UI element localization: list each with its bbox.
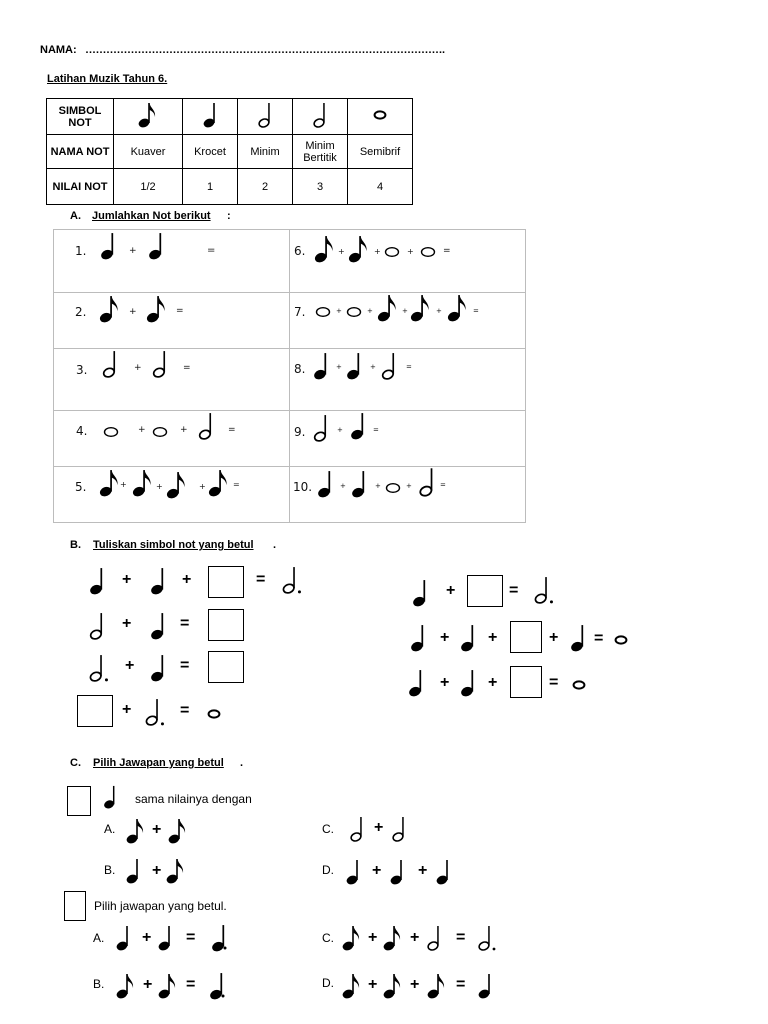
answer-box[interactable] bbox=[467, 575, 503, 607]
equals-sign: = bbox=[183, 363, 191, 373]
answer-box[interactable] bbox=[510, 666, 542, 698]
quaver-icon bbox=[138, 102, 158, 128]
plus-sign: + bbox=[129, 246, 137, 256]
dotted-crotchet-icon bbox=[210, 924, 228, 952]
plus-sign: + bbox=[407, 247, 414, 256]
table-cell: Minim Bertitik bbox=[293, 135, 348, 169]
quaver-icon bbox=[132, 469, 154, 497]
plus-sign: + bbox=[549, 629, 559, 646]
quaver-icon bbox=[427, 972, 447, 1000]
quaver-icon bbox=[158, 972, 178, 1000]
semibreve-icon bbox=[384, 246, 400, 258]
answer-box[interactable] bbox=[208, 566, 244, 598]
equals-sign: = bbox=[256, 571, 266, 588]
plus-sign: + bbox=[199, 482, 206, 491]
crotchet-icon bbox=[89, 567, 105, 595]
plus-sign: + bbox=[440, 629, 450, 646]
equals-sign: = bbox=[594, 630, 604, 647]
equals-sign: = bbox=[233, 480, 240, 489]
section-b-title: Tuliskan simbol not yang betul bbox=[93, 539, 254, 551]
equals-sign: = bbox=[180, 702, 190, 719]
dotted-minim-icon bbox=[282, 566, 304, 594]
table-cell: 3 bbox=[293, 169, 348, 205]
semibreve-icon bbox=[152, 426, 168, 438]
plus-sign: + bbox=[488, 674, 498, 691]
plus-sign: + bbox=[143, 976, 153, 993]
plus-sign: + bbox=[375, 482, 381, 490]
plus-sign: + bbox=[338, 247, 345, 256]
crotchet-icon bbox=[351, 470, 367, 498]
minim-icon bbox=[102, 350, 118, 378]
plus-sign: + bbox=[180, 425, 188, 435]
plus-sign: + bbox=[372, 862, 382, 879]
plus-sign: + bbox=[152, 862, 162, 879]
crotchet-icon bbox=[126, 858, 140, 884]
answer-box[interactable] bbox=[64, 891, 86, 921]
equals-sign: = bbox=[440, 481, 446, 489]
minim-icon bbox=[198, 412, 214, 440]
quaver-icon bbox=[208, 469, 230, 497]
item-number: 9. bbox=[294, 425, 306, 439]
crotchet-icon bbox=[390, 858, 404, 886]
quaver-icon bbox=[168, 818, 188, 844]
crotchet-icon bbox=[150, 654, 166, 682]
equals-sign: = bbox=[509, 582, 519, 599]
crotchet-icon bbox=[408, 669, 424, 697]
table-cell: 1 bbox=[183, 169, 238, 205]
dotted-crotchet-icon bbox=[208, 972, 226, 1000]
item-number: 8. bbox=[294, 362, 306, 376]
crotchet-icon bbox=[150, 567, 166, 595]
semibreve-icon bbox=[614, 635, 628, 645]
dotted-minim-icon bbox=[145, 698, 167, 726]
equals-sign: = bbox=[406, 363, 412, 371]
answer-box[interactable] bbox=[510, 621, 542, 653]
quaver-icon bbox=[99, 469, 121, 497]
plus-sign: + bbox=[152, 821, 162, 838]
quaver-icon bbox=[342, 972, 362, 1000]
crotchet-icon bbox=[203, 102, 217, 128]
plus-sign: + bbox=[374, 247, 381, 256]
plus-sign: + bbox=[488, 629, 498, 646]
crotchet-icon bbox=[158, 924, 172, 952]
minim-icon bbox=[350, 816, 364, 842]
table-cell: Semibrif bbox=[348, 135, 413, 169]
dotted-minim-icon bbox=[89, 654, 111, 682]
item-number: 3. bbox=[76, 363, 88, 377]
plus-sign: + bbox=[368, 929, 378, 946]
name-blank[interactable]: …………………………………………………………………………………………. bbox=[85, 44, 445, 56]
minim-icon bbox=[313, 414, 329, 442]
plus-sign: + bbox=[436, 307, 442, 315]
equals-sign: = bbox=[228, 425, 236, 435]
sum-exercise-grid bbox=[53, 229, 526, 523]
plus-sign: + bbox=[340, 482, 346, 490]
quaver-icon bbox=[166, 858, 186, 884]
semibreve-icon bbox=[572, 680, 586, 690]
equals-sign: = bbox=[549, 674, 559, 691]
plus-sign: + bbox=[446, 582, 456, 599]
crotchet-icon bbox=[346, 858, 360, 886]
plus-sign: + bbox=[367, 307, 373, 315]
equals-sign: = bbox=[180, 615, 190, 632]
item-number: 10. bbox=[293, 480, 313, 494]
crotchet-icon bbox=[317, 470, 333, 498]
quaver-icon bbox=[99, 295, 121, 323]
answer-box[interactable] bbox=[67, 786, 91, 816]
semibreve-icon bbox=[315, 306, 331, 318]
plus-sign: + bbox=[406, 482, 412, 490]
equals-sign: = bbox=[473, 307, 479, 315]
equals-sign: = bbox=[456, 976, 466, 993]
symbol-dotted-minim bbox=[293, 99, 348, 135]
crotchet-icon bbox=[350, 412, 366, 440]
semibreve-icon bbox=[103, 426, 119, 438]
answer-box[interactable] bbox=[208, 609, 244, 641]
quaver-icon bbox=[116, 972, 136, 1000]
equals-sign: = bbox=[186, 929, 196, 946]
symbol-crotchet bbox=[183, 99, 238, 135]
option-d-label[interactable]: D. bbox=[322, 863, 334, 877]
plus-sign: + bbox=[120, 480, 127, 489]
quaver-icon bbox=[126, 818, 146, 844]
plus-sign: + bbox=[122, 571, 132, 588]
semibreve-icon bbox=[373, 110, 387, 120]
equals-sign: = bbox=[456, 929, 466, 946]
option-b-label[interactable]: B. bbox=[104, 863, 116, 877]
item-number: 2. bbox=[75, 305, 87, 319]
quaver-icon bbox=[348, 235, 370, 263]
equals-sign: = bbox=[186, 976, 196, 993]
quaver-icon bbox=[166, 471, 188, 499]
crotchet-icon bbox=[460, 624, 476, 652]
plus-sign: + bbox=[156, 482, 163, 491]
question-text: sama nilainya dengan bbox=[135, 792, 252, 806]
symbol-semibreve bbox=[348, 99, 413, 135]
equals-sign: = bbox=[443, 246, 451, 256]
plus-sign: + bbox=[125, 657, 135, 674]
section-c-letter: C. bbox=[70, 757, 81, 769]
plus-sign: + bbox=[336, 363, 342, 371]
page-title: Latihan Muzik Tahun 6. bbox=[47, 73, 168, 85]
semibreve-icon bbox=[207, 709, 221, 719]
quaver-icon bbox=[146, 295, 168, 323]
crotchet-icon bbox=[103, 785, 117, 809]
crotchet-icon bbox=[436, 858, 450, 886]
minim-icon bbox=[313, 102, 327, 128]
plus-sign: + bbox=[418, 862, 428, 879]
crotchet-icon bbox=[346, 352, 362, 380]
table-cell: Kuaver bbox=[114, 135, 183, 169]
option-d-label[interactable]: D. bbox=[322, 976, 334, 990]
equals-sign: = bbox=[180, 657, 190, 674]
crotchet-icon bbox=[150, 612, 166, 640]
crotchet-icon bbox=[100, 232, 116, 260]
quaver-icon bbox=[314, 235, 336, 263]
option-c-label[interactable]: C. bbox=[322, 931, 334, 945]
equals-sign: = bbox=[207, 245, 216, 256]
option-a-label[interactable]: A. bbox=[93, 931, 105, 945]
table-row-header: SIMBOL NOT bbox=[47, 99, 114, 135]
quaver-icon bbox=[383, 924, 403, 952]
plus-sign: + bbox=[337, 426, 343, 434]
dotted-minim-icon bbox=[478, 924, 498, 952]
section-c-title: Pilih Jawapan yang betul bbox=[93, 757, 224, 769]
dotted-minim-icon bbox=[534, 576, 556, 604]
crotchet-icon bbox=[116, 924, 130, 952]
plus-sign: + bbox=[129, 307, 137, 317]
minim-icon bbox=[89, 612, 105, 640]
table-cell: 1/2 bbox=[114, 169, 183, 205]
equals-sign: = bbox=[176, 306, 184, 316]
note-value-table bbox=[46, 98, 413, 205]
plus-sign: + bbox=[182, 571, 192, 588]
plus-sign: + bbox=[368, 976, 378, 993]
plus-sign: + bbox=[138, 425, 146, 435]
section-a-title: Jumlahkan Not berikut bbox=[92, 210, 211, 222]
symbol-minim bbox=[238, 99, 293, 135]
quaver-icon bbox=[377, 294, 399, 322]
crotchet-icon bbox=[410, 624, 426, 652]
crotchet-icon bbox=[460, 669, 476, 697]
item-number: 1. bbox=[75, 244, 87, 258]
answer-box[interactable] bbox=[77, 695, 113, 727]
plus-sign: + bbox=[134, 363, 142, 373]
item-number: 6. bbox=[294, 244, 306, 258]
plus-sign: + bbox=[142, 929, 152, 946]
table-row-header: NILAI NOT bbox=[47, 169, 114, 205]
quaver-icon bbox=[410, 294, 432, 322]
answer-box[interactable] bbox=[208, 651, 244, 683]
table-cell: 4 bbox=[348, 169, 413, 205]
name-label: NAMA: bbox=[40, 44, 77, 56]
quaver-icon bbox=[383, 972, 403, 1000]
semibreve-icon bbox=[346, 306, 362, 318]
plus-sign: + bbox=[440, 674, 450, 691]
quaver-icon bbox=[342, 924, 362, 952]
minim-icon bbox=[152, 350, 168, 378]
plus-sign: + bbox=[402, 307, 408, 315]
symbol-quaver bbox=[114, 99, 183, 135]
section-a-letter: A. bbox=[70, 210, 81, 222]
minim-icon bbox=[258, 102, 272, 128]
item-number: 7. bbox=[294, 305, 306, 319]
option-a-label[interactable]: A. bbox=[104, 822, 116, 836]
plus-sign: + bbox=[374, 819, 384, 836]
crotchet-icon bbox=[313, 352, 329, 380]
crotchet-icon bbox=[148, 232, 164, 260]
semibreve-icon bbox=[385, 482, 401, 494]
plus-sign: + bbox=[410, 976, 420, 993]
plus-sign: + bbox=[410, 929, 420, 946]
crotchet-icon bbox=[570, 624, 586, 652]
table-cell: Minim bbox=[238, 135, 293, 169]
section-b-letter: B. bbox=[70, 539, 81, 551]
minim-icon bbox=[392, 816, 406, 842]
table-cell: Krocet bbox=[183, 135, 238, 169]
option-c-label[interactable]: C. bbox=[322, 822, 334, 836]
plus-sign: + bbox=[122, 615, 132, 632]
minim-icon bbox=[381, 352, 397, 380]
plus-sign: + bbox=[370, 363, 376, 371]
crotchet-icon bbox=[412, 579, 428, 607]
quaver-icon bbox=[447, 294, 469, 322]
minim-icon bbox=[427, 924, 441, 952]
table-cell: 2 bbox=[238, 169, 293, 205]
plus-sign: + bbox=[336, 307, 342, 315]
option-b-label[interactable]: B. bbox=[93, 977, 105, 991]
item-number: 5. bbox=[75, 480, 87, 494]
plus-sign: + bbox=[122, 701, 132, 718]
question-text: Pilih jawapan yang betul. bbox=[94, 899, 227, 913]
crotchet-icon bbox=[478, 972, 492, 1000]
minim-icon bbox=[419, 467, 435, 497]
semibreve-icon bbox=[420, 246, 436, 258]
table-row-header: NAMA NOT bbox=[47, 135, 114, 169]
item-number: 4. bbox=[76, 424, 88, 438]
equals-sign: = bbox=[373, 426, 379, 434]
